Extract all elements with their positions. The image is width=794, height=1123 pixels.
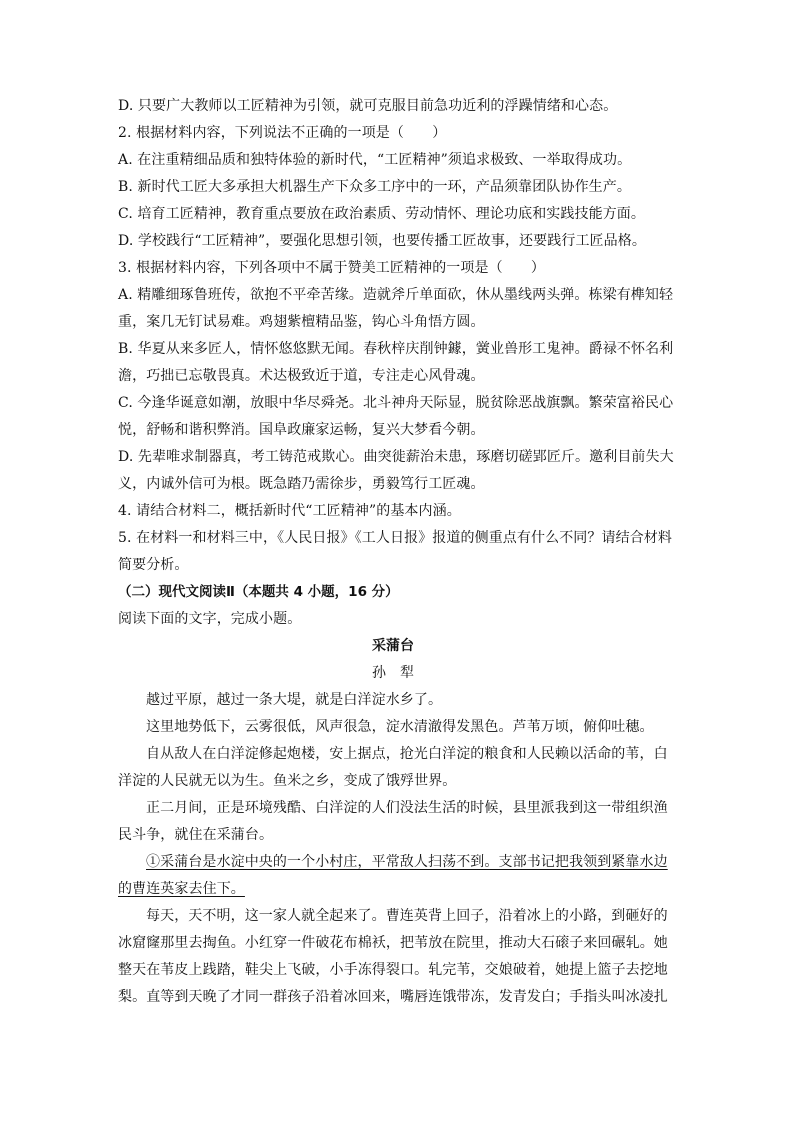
underlined-sentence-line xyxy=(118,876,668,903)
text-line: 义，内诚外信可为根。既急踏乃需徐步，勇毅笃行工匠魂。 xyxy=(118,476,485,492)
underlined-sentence: 的曹连英家去住下。 xyxy=(118,881,245,897)
instruction-text: 阅读下面的文字，完成小题。 xyxy=(118,611,302,627)
text-line: C. 今逢华诞意如潮，放眼中华尽舜尧。北斗神舟天际显，脱贫除恶战旗飘。繁荣富裕民心 xyxy=(118,395,674,411)
text-line: C. 培育工匠精神，教育重点要放在政治素质、劳动情怀、理论功底和实践技能方面。 xyxy=(118,206,646,222)
article-title: 采蒲台 xyxy=(372,638,414,654)
paragraph-line: 洋淀的人民就无以为生。鱼米之乡，变成了饿殍世界。 xyxy=(118,773,457,789)
text-line: 4. 请结合材料二，概括新时代“工匠精神”的基本内涵。 xyxy=(118,503,461,519)
text-line: 5. 在材料一和材料三中，《人民日报》《工人日报》报道的侧重点有什么不同？请结合材料 xyxy=(118,530,673,546)
text-line: D. 学校践行“工匠精神”，要强化思想引领，也要传播工匠故事，还要践行工匠品格。 xyxy=(118,233,646,249)
paragraph-line: 每天，天不明，这一家人就全起来了。曹连英背上回子，沿着冰上的小路，到砸好的 xyxy=(146,908,668,924)
paragraph-line: 正二月间，正是环境残酷、白洋淀的人们没法生活的时候，县里派我到这一带组织渔 xyxy=(146,800,668,816)
paragraph-line: 整天在苇皮上践踏，鞋尖上飞破，小手冻得裂口。轧完苇，交娘破着，她提上篮子去挖地 xyxy=(118,962,668,978)
question-block xyxy=(118,93,674,579)
text-line: A. 在注重精细品质和独特体验的新时代，“工匠精神”须追求极致、一举取得成功。 xyxy=(118,152,632,168)
text-line: 悦，舒畅和谐积弊消。国阜政廉家运畅，复兴大梦看今朝。 xyxy=(118,422,485,438)
section-heading: （二）现代文阅读Ⅱ（本题共 4 小题，16 分） xyxy=(118,584,399,600)
text-line: 重，案几无钉试易难。鸡翅紫檀精品鉴，钩心斗角悟方圆。 xyxy=(118,314,485,330)
document-page xyxy=(118,93,674,1011)
text-line: B. 华夏从来多匠人，情怀悠悠默无闻。春秋梓庆削钟鐻，黉业兽形工鬼神。爵禄不怀名利 xyxy=(118,341,674,357)
article-author: 孙 犁 xyxy=(372,665,414,681)
paragraph-line: 民斗争，就住在采蒲台。 xyxy=(118,827,274,843)
article-body xyxy=(118,687,668,1011)
text-line: A. 精雕细琢鲁班传，欲抱不平牵苦缘。造就斧斤单面砍，休从墨线两头弹。栋梁有榫知轻 xyxy=(118,287,674,303)
paragraph-line: 这里地势低下，云雾很低，风声很急，淀水清澈得发黑色。芦苇万顷，俯仰吐穗。 xyxy=(146,719,654,735)
text-line: D. 先辈唯求制器真，考工铸范戒欺心。曲突徙薪治未患，琢磨切磋郢匠斤。邀利目前失大 xyxy=(118,449,674,465)
text-line: D. 只要广大教师以工匠精神为引领，就可克服目前急功近利的浮躁情绪和心态。 xyxy=(118,98,618,114)
text-line: 简要分析。 xyxy=(118,557,189,573)
text-line: B. 新时代工匠大多承担大机器生产下众多工序中的一环，产品须靠团队协作生产。 xyxy=(118,179,631,195)
paragraph-line: 冰窟窿那里去掏鱼。小红穿一件破花布棉袄，把苇放在院里，推动大石磙子来回碾轧。她 xyxy=(118,935,668,951)
paragraph-line: 自从敌人在白洋淀修起炮楼，安上据点，抢光白洋淀的粮食和人民赖以活命的苇，白 xyxy=(146,746,668,762)
text-line: 3. 根据材料内容，下列各项中不属于赞美工匠精神的一项是（ ） xyxy=(118,260,546,276)
text-line: 2. 根据材料内容，下列说法不正确的一项是（ ） xyxy=(118,125,447,141)
underlined-sentence: ①采蒲台是水淀中央的一个小村庄，平常敌人扫荡不到。支部书记把我领到紧靠水边 xyxy=(146,854,668,870)
paragraph-line: 梨。直等到天晚了才同一群孩子沿着冰回来，嘴唇连饿带冻，发青发白；手指头叫冰凌扎 xyxy=(118,989,668,1005)
paragraph-line: 越过平原，越过一条大堤，就是白洋淀水乡了。 xyxy=(146,692,443,708)
text-line: 澹，巧拙已忘敬畏真。术达极致近于道，专注走心风骨魂。 xyxy=(118,368,485,384)
underlined-sentence-line xyxy=(118,849,668,876)
